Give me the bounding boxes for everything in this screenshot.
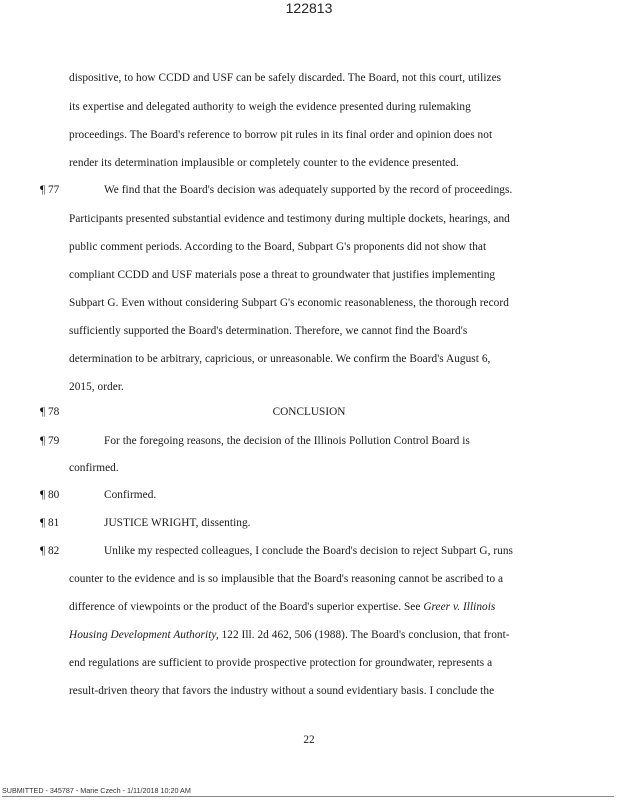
body-line — [69, 629, 510, 641]
body-line: For the foregoing reasons, the decision of the Illinois Pollution Control Board is — [104, 435, 470, 447]
document-number: 122813 — [285, 0, 333, 16]
body-line: result-driven theory that favors the industry without a sound evidentiary basis. I conclude the — [69, 685, 495, 697]
body-line: confirmed. — [69, 462, 119, 474]
footer-rule — [2, 796, 614, 797]
paragraph-number: ¶ 77 — [40, 184, 60, 196]
paragraph-number: ¶ 81 — [40, 517, 60, 529]
paragraph-number: ¶ 80 — [40, 489, 60, 501]
body-line: JUSTICE WRIGHT, dissenting. — [104, 517, 251, 529]
case-citation: Housing Development Authority, — [69, 629, 219, 641]
paragraph-number: ¶ 82 — [40, 545, 60, 557]
paragraph-number: ¶ 78 — [40, 406, 60, 418]
body-line: 2015, order. — [69, 381, 124, 393]
body-line: compliant CCDD and USF materials pose a threat to groundwater that justifies implementing — [69, 269, 496, 281]
paragraph-number: ¶ 79 — [40, 435, 60, 447]
body-line: Confirmed. — [104, 489, 157, 501]
body-line: determination to be arbitrary, capricious, or unreasonable. We confirm the Board's August 6, — [69, 353, 491, 365]
body-line: proceedings. The Board's reference to borrow pit rules in its final order and opinion does not — [69, 129, 493, 141]
body-line: Participants presented substantial evidence and testimony during multiple dockets, hearings, and — [69, 213, 510, 225]
body-text: difference of viewpoints or the product of the Board's superior expertise. See — [69, 601, 424, 613]
body-line: its expertise and delegated authority to weigh the evidence presented during rulemaking — [69, 101, 471, 113]
body-line: Unlike my respected colleagues, I conclude the Board's decision to reject Subpart G, runs — [104, 545, 513, 557]
body-text: 122 Ill. 2d 462, 506 (1988). The Board's conclusion, that front- — [218, 629, 510, 641]
body-line: We find that the Board's decision was adequately supported by the record of proceedings. — [104, 184, 513, 196]
submission-footer: SUBMITTED - 345787 - Marie Czech - 1/11/2018 10:20 AM — [2, 786, 191, 795]
body-line: end regulations are sufficient to provide prospective protection for groundwater, represents a — [69, 657, 493, 669]
case-citation: Greer v. Illinois — [423, 601, 496, 613]
body-line: counter to the evidence and is so implausible that the Board's reasoning cannot be ascribed to a — [69, 573, 504, 585]
body-line: render its determination implausible or completely counter to the evidence presented. — [69, 157, 459, 169]
body-line: Subpart G. Even without considering Subpart G's economic reasonableness, the thorough record — [69, 297, 509, 309]
body-line: public comment periods. According to the Board, Subpart G's proponents did not show that — [69, 241, 487, 253]
section-heading: CONCLUSION — [272, 406, 346, 418]
body-line: sufficiently supported the Board's determination. Therefore, we cannot find the Board's — [69, 325, 468, 337]
page-number: 22 — [303, 734, 315, 746]
body-line: dispositive, to how CCDD and USF can be safely discarded. The Board, not this court, utilizes — [69, 72, 502, 84]
body-line — [69, 601, 495, 613]
